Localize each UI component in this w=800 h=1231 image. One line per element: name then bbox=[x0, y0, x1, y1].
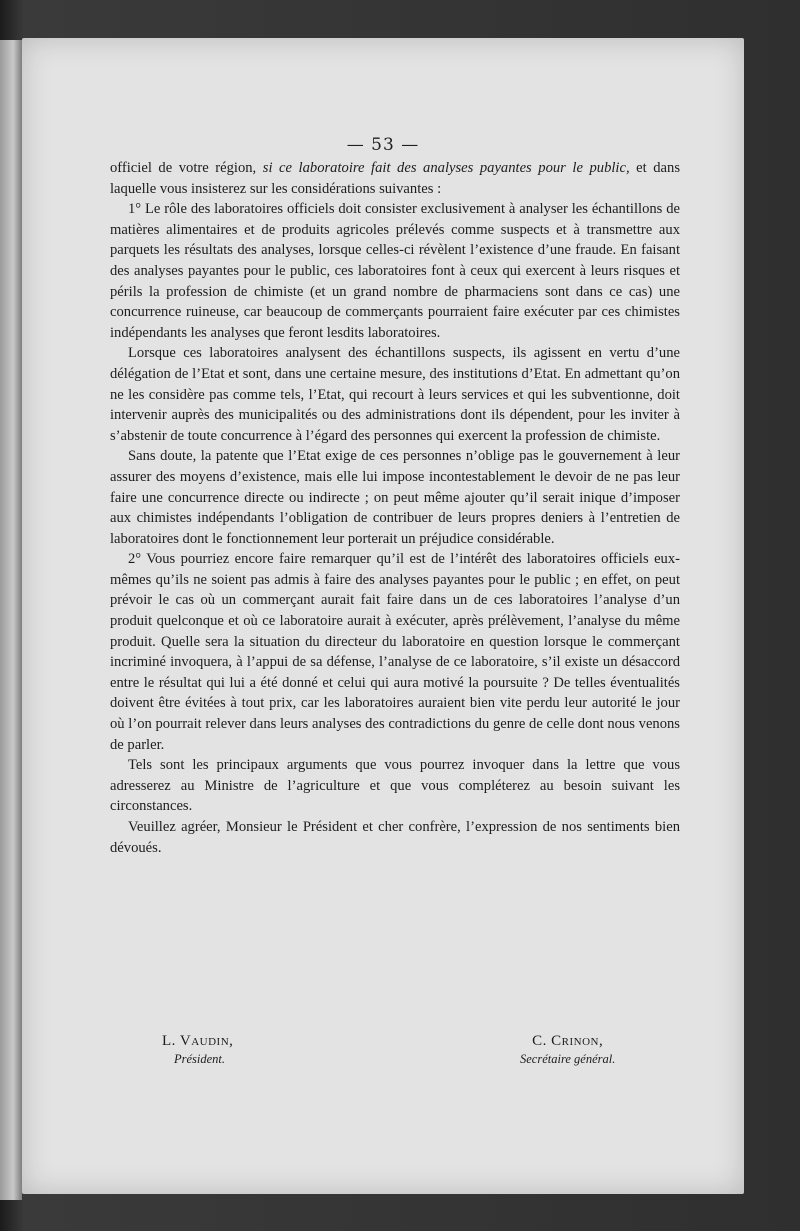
paragraph-closing: Veuillez agréer, Monsieur le Président et cher confrère, l’expression de nos sentiments bien dévoués. bbox=[110, 819, 680, 856]
paragraph-patente: Sans doute, la patente que l’Etat exige de ces personnes n’oblige pas le gouvernement à leur assurer des moyens d’existence, mais elle lui impose incontestablement le devoir de ne pas leur faire une concurrence directe ou indirecte ; on peut même ajouter qu’il serait inique d’imposer aux chimistes indépendants l’obligation de contribuer de leurs propres deniers à l’entretien de laboratoires dont le fonctionnement leur porterait un préjudice considérable. bbox=[110, 448, 680, 547]
signature-secretary bbox=[520, 1033, 615, 1067]
paragraph-point-1: 1° Le rôle des laboratoires officiels doit consister exclusivement à analyser les échantillons de matières alimentaires et de produits agricoles prélevés comme suspects et à transmettre aux parquets les résultats des analyses, lorsque celles-ci révèlent l’existence d’une fraude. En faisant des analyses payantes pour le public, ces laboratoires font à ceux qui exercent à leurs risques et périls la profession de chimiste (et un grand nombre de pharmaciens sont dans ce cas) une concurrence ruineuse, car beaucoup de commerçants pourraient faire exécuter par ces chimistes indépendants les analyses que feront lesdits laboratoires. bbox=[110, 201, 680, 341]
signature-president-name: L. Vaudin, bbox=[162, 1033, 234, 1049]
body-text bbox=[110, 158, 680, 858]
page-number: — 53 — bbox=[346, 135, 420, 155]
signature-secretary-name: C. Crinon, bbox=[532, 1033, 604, 1049]
paragraph-intro-pre: officiel de votre région, bbox=[110, 160, 263, 176]
document-page bbox=[22, 38, 744, 1194]
signature-president-title: Président. bbox=[174, 1052, 226, 1066]
paragraph-arguments: Tels sont les principaux arguments que vous pourrez invoquer dans la lettre que vous adresserez au Ministre de l’agriculture et que vous compléterez au besoin suivant les circonstances. bbox=[110, 757, 680, 815]
paragraph-delegation: Lorsque ces laboratoires analysent des échantillons suspects, ils agissent en vertu d’une délégation de l’Etat et sont, dans une certaine mesure, des institutions d’Etat. En admettant qu’on ne les considère pas comme tels, l’Etat, qui recourt à leurs services et qui les subventionne, doit intervenir auprès des municipalités ou des administrations dont ils dépendent, pour les inviter à s’abstenir de toute concurrence à l’égard des personnes qui exercent la profession de chimiste. bbox=[110, 345, 680, 444]
paragraph-intro-post: et dans laquelle vous insisterez sur les considérations suivantes : bbox=[110, 160, 681, 197]
paragraph-intro-emphasis: si ce laboratoire fait des analyses payantes pour le public, bbox=[262, 160, 630, 176]
paragraph-point-2: 2° Vous pourriez encore faire remarquer qu’il est de l’intérêt des laboratoires officiels eux-mêmes qu’ils ne soient pas admis à faire des analyses payantes pour le public ; en effet, on peut prévoir le cas où un commerçant aurait fait faire dans un de ces laboratoires l’analyse d’un produit quelconque et où ce laboratoire aurait à exécuter, après prélèvement, l’analyse du même produit. Quelle sera la situation du directeur du laboratoire en question lorsque le commerçant incriminé invoquera, à l’appui de sa défense, l’analyse de ce laboratoire, s’il existe un désaccord entre le résultat qui lui a été donné et celui qui aura motivé la poursuite ? De telles éventualités doivent être évitées à tout prix, car les laboratoires auraient bien vite perdu leur autorité le jour où l’on pourrait relever dans leurs analyses des contradictions du genre de celle dont nous venons de parler. bbox=[110, 551, 680, 753]
signature-president bbox=[162, 1033, 233, 1067]
binding-edge bbox=[0, 40, 22, 1200]
paragraph-intro bbox=[110, 158, 680, 199]
signature-secretary-title: Secrétaire général. bbox=[520, 1052, 616, 1066]
